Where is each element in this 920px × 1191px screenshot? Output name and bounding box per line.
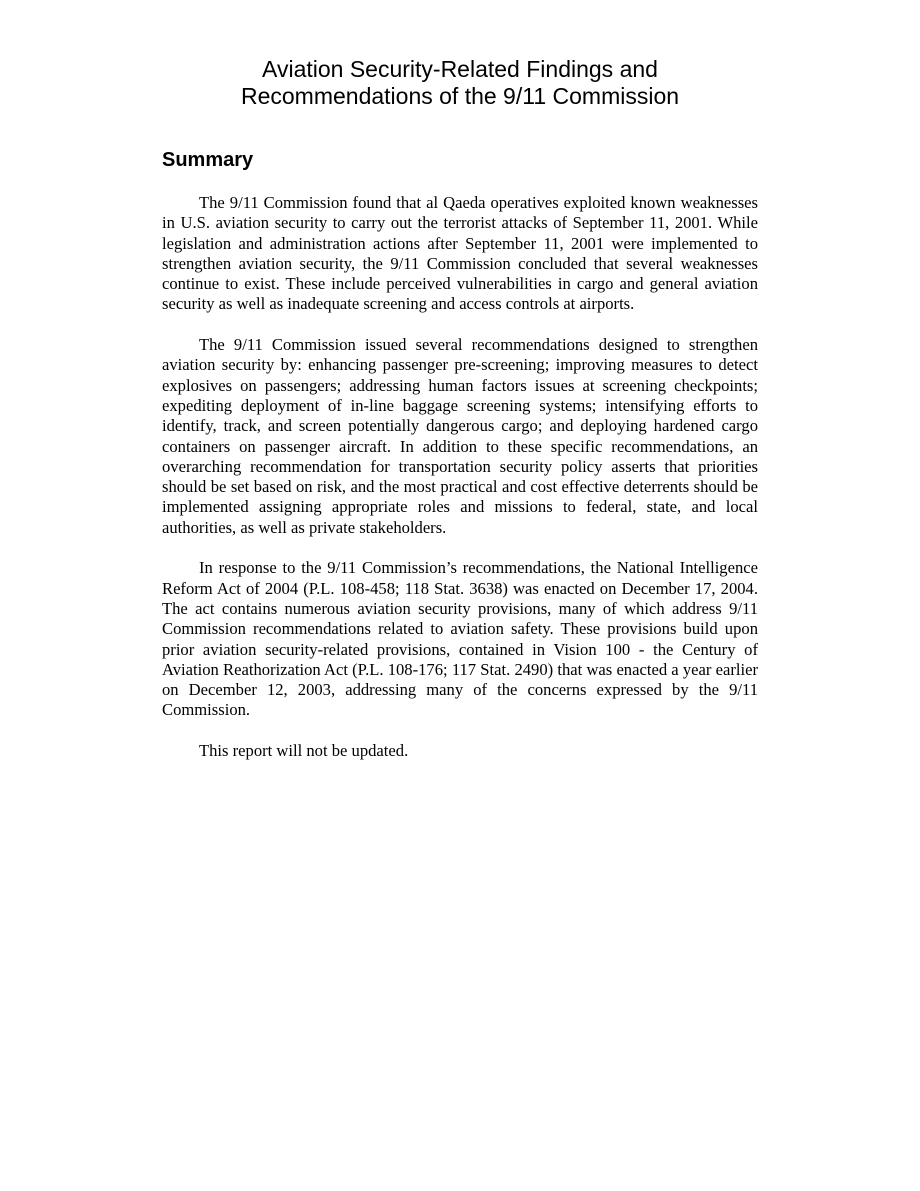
paragraph: The 9/11 Commission found that al Qaeda operatives exploited known weaknesses in U.S. aviation security to carry out the terrorist attacks of September 11, 2001. While legislation and administration actions after September 11, 2001 were implemented to strengthen aviation security, the 9/11 Commission concluded that several weaknesses continue to exist. These include perceived vulnerabilities in cargo and general aviation security as well as inadequate screening and access controls at airports. xyxy=(162,193,758,314)
title-line-1: Aviation Security-Related Findings and xyxy=(262,56,658,82)
document-title xyxy=(160,56,760,110)
summary-body xyxy=(162,193,758,782)
paragraph: This report will not be updated. xyxy=(199,741,409,761)
title-line-2: Recommendations of the 9/11 Commission xyxy=(240,83,680,109)
paragraph: The 9/11 Commission issued several recommendations designed to strengthen aviation security by: enhancing passenger pre-screening; improving measures to detect explosives on passengers; addressing human factors issues at screening checkpoints; expediting deployment of in-line baggage screening systems; intensifying efforts to identify, track, and screen potentially dangerous cargo; and deploying hardened cargo containers on passenger aircraft. In addition to these specific recommendations, an overarching recommendation for transportation security policy asserts that priorities should be set based on risk, and the most practical and cost effective deterrents should be implemented assigning appropriate roles and missions to federal, state, and local authorities, as well as private stakeholders. xyxy=(162,335,758,537)
section-heading-summary: Summary xyxy=(162,149,254,171)
paragraph: In response to the 9/11 Commission’s recommendations, the National Intelligence Reform Act of 2004 (P.L. 108-458; 118 Stat. 3638) was enacted on December 17, 2004. The act contains numerous aviation security provisions, many of which address 9/11 Commission recommendations related to aviation safety. These provisions build upon prior aviation security-related provisions, contained in Vision 100 - the Century of Aviation Reathorization Act (P.L. 108-176; 117 Stat. 2490) that was enacted a year earlier on December 12, 2003, addressing many of the concerns expressed by the 9/11 Commission. xyxy=(162,558,758,720)
